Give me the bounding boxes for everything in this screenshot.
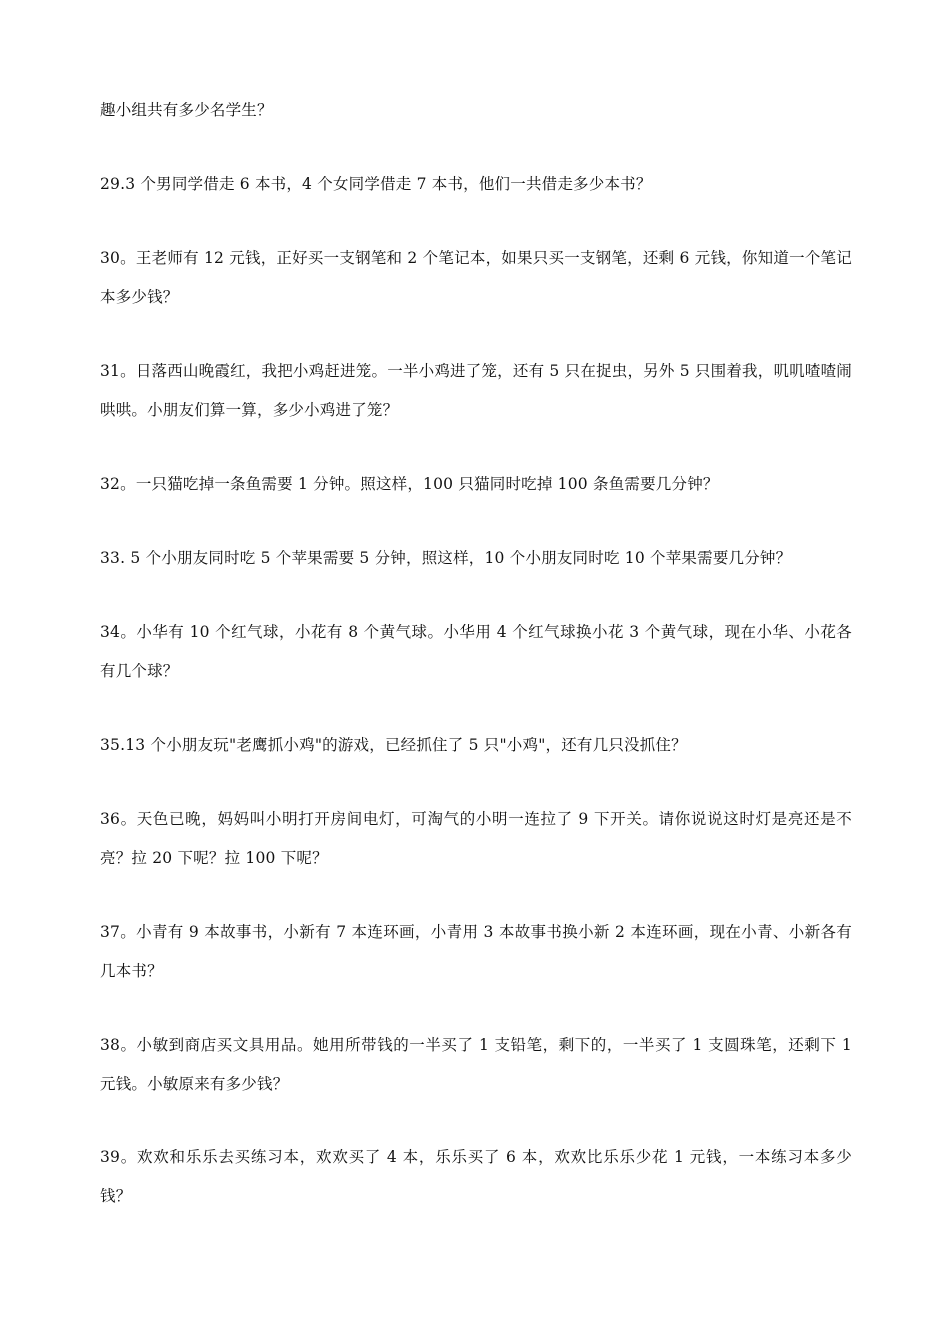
question-34: 34。小华有 10 个红气球，小花有 8 个黄气球。小华用 4 个红气球换小花 3 个黄气球，现在小华、小花各有几个球？ — [100, 623, 852, 680]
question-35: 35.13 个小朋友玩"老鹰抓小鸡"的游戏，已经抓住了 5 只"小鸡"，还有几只没抓住？ — [100, 736, 687, 754]
question-32: 32。一只猫吃掉一条鱼需要 1 分钟。照这样，100 只猫同时吃掉 100 条鱼需要几分钟？ — [100, 475, 719, 493]
question-37: 37。小青有 9 本故事书，小新有 7 本连环画，小青用 3 本故事书换小新 2 本连环画，现在小青、小新各有几本书？ — [100, 923, 852, 980]
question-33: 33. 5 个小朋友同时吃 5 个苹果需要 5 分钟，照这样，10 个小朋友同时吃 10 个苹果需要几分钟？ — [100, 549, 792, 567]
question-28-end: 趣小组共有多少名学生？ — [100, 101, 273, 119]
question-38: 38。小敏到商店买文具用品。她用所带钱的一半买了 1 支铅笔，剩下的，一半买了 1 支圆珠笔，还剩下 1 元钱。小敏原来有多少钱？ — [100, 1036, 852, 1093]
question-39: 39。欢欢和乐乐去买练习本，欢欢买了 4 本，乐乐买了 6 本，欢欢比乐乐少花 1 元钱，一本练习本多少钱？ — [100, 1148, 852, 1205]
question-36: 36。天色已晚，妈妈叫小明打开房间电灯，可淘气的小明一连拉了 9 下开关。请你说说这时灯是亮还是不亮？拉 20 下呢？拉 100 下呢？ — [100, 810, 852, 867]
question-30: 30。王老师有 12 元钱，正好买一支钢笔和 2 个笔记本，如果只买一支钢笔，还剩 6 元钱，你知道一个笔记本多少钱？ — [100, 249, 852, 306]
question-31: 31。日落西山晚霞红，我把小鸡赶进笼。一半小鸡进了笼，还有 5 只在捉虫，另外 5 只围着我，叽叽喳喳闹哄哄。小朋友们算一算，多少小鸡进了笼？ — [100, 362, 852, 419]
question-29: 29.3 个男同学借走 6 本书，4 个女同学借走 7 本书，他们一共借走多少本书？ — [100, 175, 652, 193]
